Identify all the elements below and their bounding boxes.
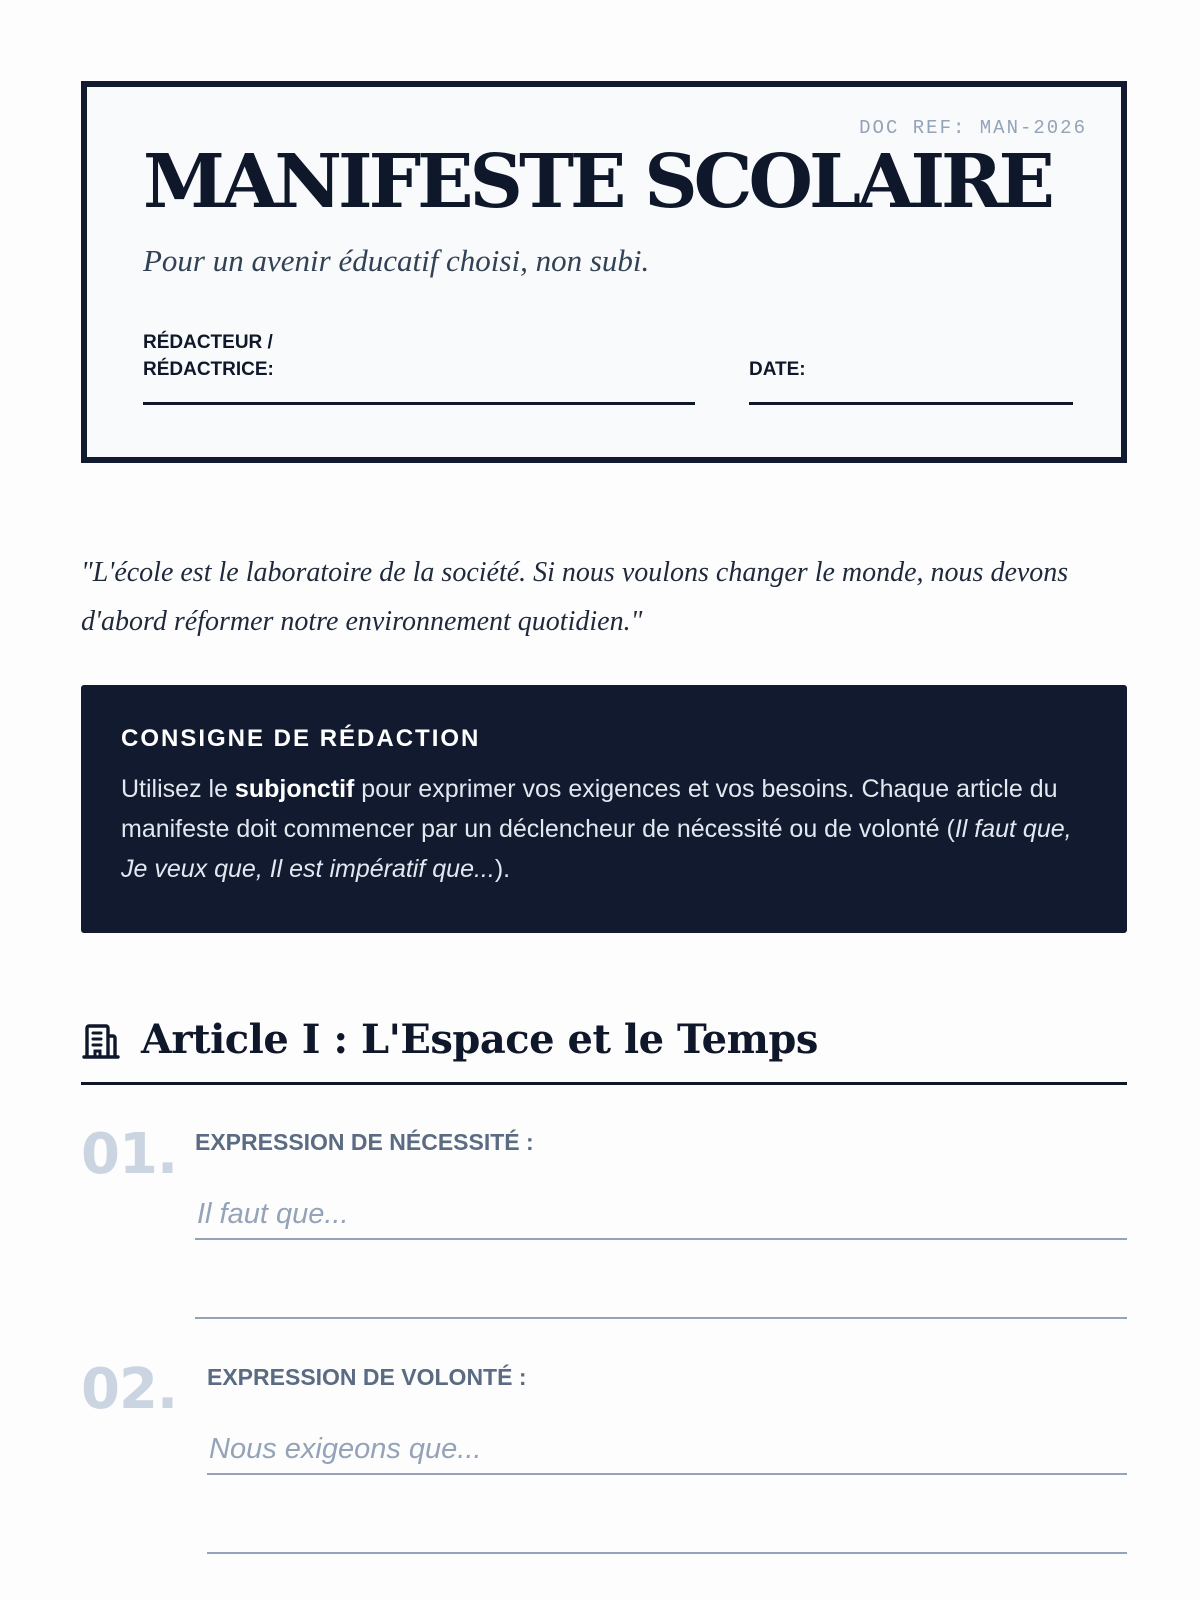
volition-input[interactable]: [207, 1425, 1127, 1475]
item-number: 01.: [81, 1122, 178, 1187]
header-box: [81, 81, 1127, 463]
author-label-line2: RÉDACTRICE:: [143, 359, 274, 380]
instructions-text-end: ).: [494, 855, 511, 883]
item-label-necessity: EXPRESSION DE NÉCESSITÉ :: [195, 1129, 534, 1155]
instructions-examples: Il faut que, Je veux que, Il est impératif que...: [121, 815, 1072, 883]
instructions-keyword: subjonctif: [234, 775, 355, 803]
necessity-input[interactable]: [195, 1190, 1127, 1240]
author-field-line[interactable]: [143, 402, 695, 405]
necessity-extra-line[interactable]: [195, 1317, 1127, 1319]
date-label: DATE:: [749, 359, 806, 380]
article-heading: [81, 1010, 1127, 1085]
volition-extra-line[interactable]: [207, 1552, 1127, 1554]
article-title: Article I : L'Espace et le Temps: [141, 1016, 818, 1063]
doc-reference: DOC REF: MAN-2026: [859, 117, 1087, 139]
author-label: [143, 329, 274, 383]
instructions-text-middle: pour exprimer vos exigences et vos besoins. Chaque article du manifeste doit commencer par un déclencheur de nécessité ou de volonté (: [121, 775, 1058, 843]
epigraph-quote: "L'école est le laboratoire de la société. Si nous voulons changer le monde, nous devons d'abord réformer notre environnement quotidien.": [81, 557, 1069, 637]
page-subtitle: Pour un avenir éducatif choisi, non subi.: [143, 243, 650, 278]
instructions-panel: [81, 685, 1127, 933]
instructions-text: [121, 769, 1087, 889]
building-icon: [82, 1022, 120, 1060]
instructions-text-start: Utilisez le: [121, 775, 235, 803]
date-field-line[interactable]: [749, 402, 1073, 405]
item-number: 02.: [81, 1357, 178, 1422]
author-label-line1: RÉDACTEUR /: [143, 332, 273, 353]
item-label-volition: EXPRESSION DE VOLONTÉ :: [207, 1364, 527, 1390]
page-title: MANIFESTE SCOLAIRE: [143, 139, 1051, 225]
instructions-title: CONSIGNE DE RÉDACTION: [121, 725, 481, 752]
